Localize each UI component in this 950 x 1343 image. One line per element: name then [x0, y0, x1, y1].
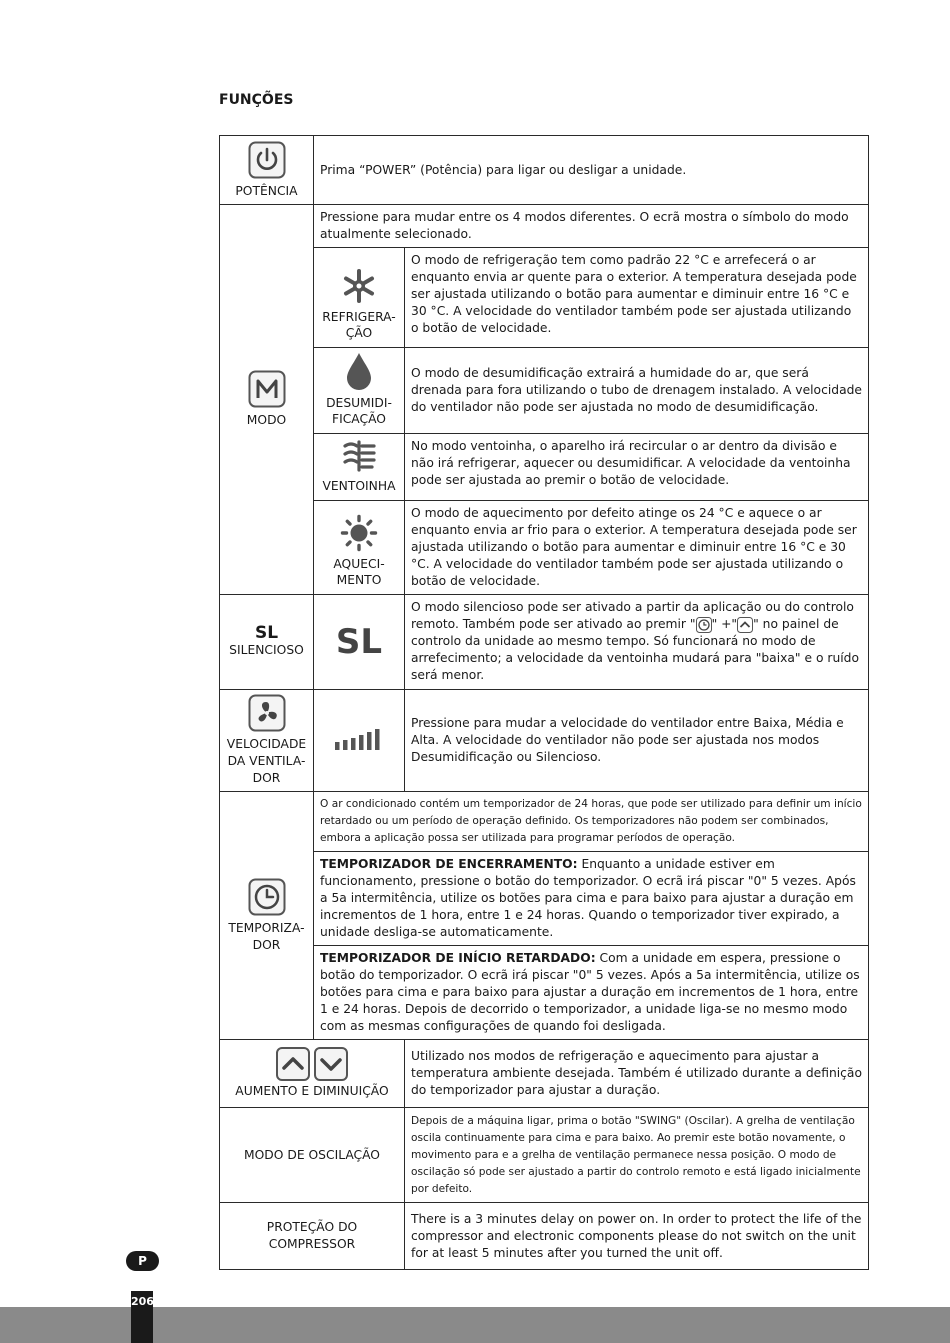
timer-off-text: Enquanto a unidade estiver em funcionamento, pressione o botão do temporizador. O ecrã irá piscar "0" 5 vezes. Após a 5a intermitência, utilize os botões para cima e para baixo para ajustar a duração em incrementos de 1 hora, entre 1 e 24 horas. Quando o temporizador tiver expirado, a unidade desliga-se automaticamente.: [320, 857, 856, 939]
timer-intro: O ar condicionado contém um temporizador de 24 horas, que pode ser utilizado para definir um início retardado ou um período de operação definido. Os temporizadores não podem ser combinados, embora a aplicação possa ser utilizada para programar períodos de operação.: [314, 792, 869, 852]
fan-speed-label: VELOCIDADE DA VENTILA-DOR: [226, 737, 307, 785]
updown-text: Utilizado nos modos de refrigeração e aquecimento para ajustar a temperatura ambiente desejada. Também é utilizado durante a definição do temporizador para ajustar a duração.: [405, 1040, 869, 1108]
row-updown: [220, 1040, 869, 1108]
row-mode-heating: [220, 501, 869, 595]
language-badge: P: [126, 1251, 159, 1271]
functions-table: [219, 135, 868, 1270]
cooling-text: O modo de refrigeração tem como padrão 22 °C e arrefecerá o ar enquanto envia ar quente para o exterior. A temperatura desejada pode ser ajustada utilizando o botão para aumentar e diminuir entre 16 °C e 30 °C. A velocidade do ventilador também pode ser ajustada utilizando o botão de velocidade.: [405, 248, 869, 348]
row-compressor: [220, 1203, 869, 1270]
mode-label: MODO: [246, 413, 287, 427]
timer-on-text: Com a unidade em espera, pressione o botão do temporizador. O ecrã irá piscar "0" 5 vezes. Após a 5a intermitência, utilize os botões para cima e para baixo para ajustar a duração em incrementos de 1 hora, entre 1 e 24 horas. Depois de decorrido o temporizador, a unidade liga-se no mesmo modo com as mesmas configurações de quando foi desligada.: [320, 951, 860, 1033]
row-timer-on: [220, 946, 869, 1040]
m-icon: [248, 370, 286, 408]
snowflake-icon: [340, 267, 378, 305]
row-mode-cooling: [220, 248, 869, 348]
fan-speed-text: Pressione para mudar a velocidade do ventilador entre Baixa, Média e Alta. A velocidade do ventilador não pode ser ajustada nos modos Desumidificação ou Silencioso.: [405, 690, 869, 792]
page-number: 206: [131, 1291, 153, 1343]
droplet-icon: [342, 351, 376, 391]
power-text: Prima “POWER” (Potência) para ligar ou desligar a unidade.: [314, 136, 869, 205]
page-title: FUNÇÕES: [219, 92, 294, 108]
silent-text: O modo silencioso pode ser ativado a partir da aplicação ou do controlo remoto. Também pode ser ativado ao premir " " +" " no painel de controlo da unidade ao mesmo tempo. Só funcionará no modo de arrefecimento; a velocidade da ventoinha mudará para "baixa" e o ruído será menor.: [405, 595, 869, 690]
timer-label: TEMPORIZA-DOR: [228, 920, 305, 952]
row-mode-dehumidify: [220, 348, 869, 434]
chevron-up-icon: [276, 1047, 310, 1081]
dehumidify-text: O modo de desumidificação extrairá a humidade do ar, que será drenada para fora utilizando o tubo de drenagem instalado. A velocidade do ventilador não pode ser ajustada no modo de desumidificação.: [405, 348, 869, 434]
row-fan-speed: [220, 690, 869, 792]
heating-text: O modo de aquecimento por defeito atinge os 24 °C e aquece o ar enquanto envia ar frio para o exterior. A temperatura desejada pode ser ajustada utilizando o botão para aumentar e diminuir entre 16 °C e 30 °C. A velocidade do ventilador também pode ser ajustada utilizando o botão de velocidade.: [405, 501, 869, 595]
row-timer-off: [220, 852, 869, 946]
sun-icon: [340, 514, 378, 552]
compressor-text: There is a 3 minutes delay on power on. In order to protect the life of the compressor and electronic components please do not switch on the unit for at least 5 minutes after you turned the unit off.: [405, 1203, 869, 1270]
fan-icon: [248, 694, 286, 732]
power-label: POTÊNCIA: [235, 183, 298, 198]
row-timer-intro: [220, 792, 869, 852]
chevron-up-small-icon: [737, 617, 753, 633]
row-power: [220, 136, 869, 205]
updown-label: AUMENTO E DIMINUIÇÃO: [235, 1084, 389, 1098]
row-mode-fan: [220, 434, 869, 501]
silent-label-big: SL: [254, 623, 279, 643]
heating-label: AQUECI-MENTO: [333, 557, 385, 587]
sl-icon: SL: [335, 622, 383, 662]
cooling-label: REFRIGERA-ÇÃO: [322, 310, 396, 340]
mode-intro: Pressione para mudar entre os 4 modos diferentes. O ecrã mostra o símbolo do modo atualmente selecionado.: [314, 205, 869, 248]
row-swing: [220, 1108, 869, 1203]
swing-text: Depois de a máquina ligar, prima o botão "SWING" (Oscilar). A grelha de ventilação oscila continuamente para cima e para baixo. Ao premir este botão novamente, o movimento para e a grelha de ventilação permanece nessa posição. O modo de oscilação só pode ser ajustado a partir do controlo remoto e está ligado inicialmente por defeito.: [405, 1108, 869, 1203]
compressor-label: PROTEÇÃO DO COMPRESSOR: [220, 1203, 405, 1270]
swing-label: MODO DE OSCILAÇÃO: [220, 1108, 405, 1203]
timer-off-title: TEMPORIZADOR DE ENCERRAMENTO:: [320, 857, 578, 871]
fan-mode-icon: [340, 438, 378, 474]
row-silent: [220, 595, 869, 690]
dehumidify-label: DESUMIDI-FICAÇÃO: [326, 396, 392, 426]
timer-on-title: TEMPORIZADOR DE INÍCIO RETARDADO:: [320, 951, 596, 965]
chevron-down-icon: [314, 1047, 348, 1081]
fan-mode-text: No modo ventoinha, o aparelho irá recircular o ar dentro da divisão e não irá refrigerar, aquecer ou desumidificar. A velocidade da ventoinha pode ser ajustada ao premir o botão de velocidade.: [405, 434, 869, 501]
fan-mode-label: VENTOINHA: [322, 479, 396, 493]
silent-label: SILENCIOSO: [229, 643, 304, 657]
speed-bars-icon: [333, 726, 385, 752]
clock-small-icon: [696, 617, 712, 633]
clock-icon: [248, 878, 286, 916]
row-mode-intro: [220, 205, 869, 248]
power-icon: [248, 141, 286, 179]
